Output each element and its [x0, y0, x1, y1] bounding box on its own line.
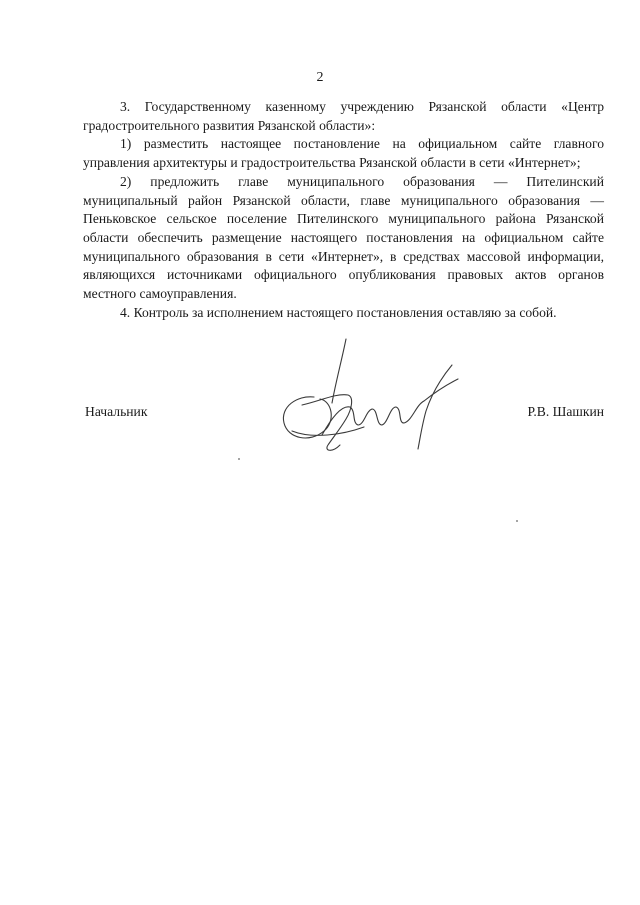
signature-block: [0, 404, 640, 424]
document-body: [83, 98, 604, 322]
scan-speck: [238, 458, 240, 460]
paragraph-subitem-2: 2) предложить главе муниципального образования — Пителинский муниципальный район Рязанской области, главе муниципального образования — Пеньковское сельское поселение Пителинского муниципального района Рязанской области обеспечить размещение настоящего постановления на официальном сайте муниципального образования в сети «Интернет», в средствах массовой информации, являющихся источниками официального опубликования правовых актов органов местного самоуправления.: [83, 173, 604, 302]
signatory-title: Начальник: [85, 404, 148, 419]
paragraph-item-4: 4. Контроль за исполнением настоящего постановления оставляю за собой.: [120, 304, 557, 320]
paragraph-item-3: 3. Государственному казенному учреждению Рязанской области «Центр градостроительного развития Рязанской области»:: [83, 99, 604, 133]
signatory-name: Р.В. Шашкин: [527, 404, 604, 419]
page-number: 2: [316, 70, 324, 85]
handwritten-signature: [262, 335, 472, 465]
scan-speck: [516, 520, 518, 522]
paragraph-subitem-1: 1) разместить настоящее постановление на официальном сайте главного управления архитектуры и градостроительства Рязанской области в сети «Интернет»;: [83, 136, 604, 171]
